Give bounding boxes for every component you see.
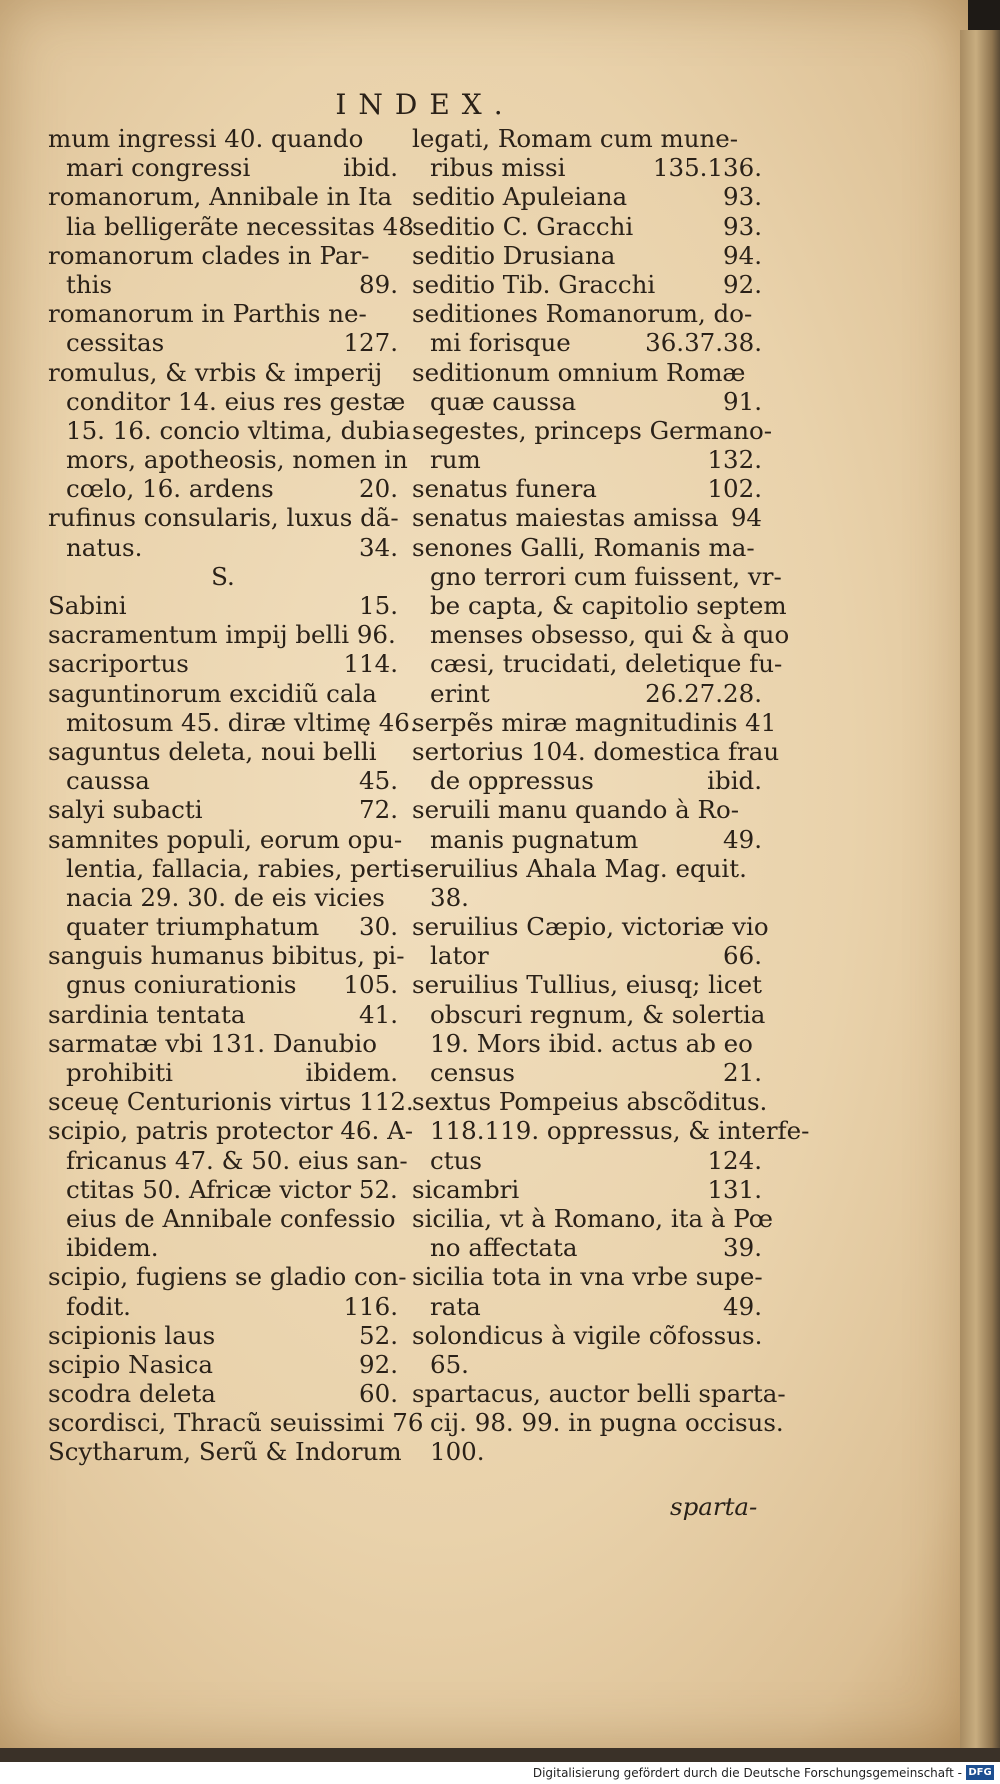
index-entry-text: samnites populi, eorum opu- (48, 824, 403, 854)
index-entry-line (412, 387, 762, 416)
index-entry-line (412, 1262, 762, 1291)
index-entry-line (48, 124, 398, 153)
index-entry-text: sertorius 104. domestica frau (412, 736, 780, 766)
index-entry-text: be capta, & capitolio septem (430, 591, 787, 620)
index-entry-line (48, 649, 398, 678)
index-entry-line (412, 1203, 774, 1233)
index-entry-line (48, 153, 398, 182)
index-entry-line (412, 1116, 810, 1146)
index-entry-text: serpẽs miræ magnitudinis 41 (412, 707, 777, 737)
index-entry-text: romanorum, Annibale in Ita (48, 182, 393, 212)
index-page-ref: 66. (723, 941, 762, 971)
index-entry-line (48, 591, 398, 620)
index-entry-line (48, 766, 398, 795)
index-entry-line (48, 474, 398, 503)
index-entry-line (412, 970, 762, 999)
index-entry-line (412, 299, 762, 328)
index-entry-line (412, 212, 762, 241)
index-page-ref: 36.37.38. (645, 328, 762, 358)
index-entry-line (412, 1029, 762, 1058)
index-page-ref: 92. (723, 269, 762, 299)
index-page-ref: 93. (723, 182, 762, 212)
index-entry-line (48, 299, 398, 328)
index-entry-text: obscuri regnum, & solertia (430, 999, 766, 1029)
index-entry-line (48, 1321, 398, 1350)
index-page-ref: 26.27.28. (645, 678, 762, 708)
index-entry-line (412, 1321, 762, 1350)
index-entry-line (412, 591, 787, 620)
index-entry-text: sextus Pompeius abscõditus. (412, 1087, 768, 1117)
index-entry-line (412, 1292, 762, 1321)
index-entry-line (48, 358, 398, 387)
index-entry-text: gno terrori cum fuissent, vr- (430, 561, 782, 591)
index-entry-text: 19. Mors ibid. actus ab eo (430, 1028, 753, 1058)
index-entry-text: seruili manu quando à Ro- (412, 795, 739, 825)
index-entry-text: saguntus deleta, noui belli (48, 736, 377, 766)
index-entry-line (48, 182, 398, 211)
index-page-ref: 92. (359, 1349, 398, 1379)
index-entry-text: sicilia, vt à Romano, ita à Pœ (412, 1203, 774, 1233)
index-entry-text: sicilia tota in vna vrbe supe- (412, 1262, 763, 1292)
index-entry-line (412, 474, 762, 503)
index-entry-line (412, 1233, 762, 1262)
index-entry-text: manis pugnatum (430, 824, 639, 854)
index-entry-text: de oppressus (430, 766, 594, 796)
index-entry-text: mors, apotheosis, nomen in (66, 445, 408, 475)
index-entry-line (48, 1233, 398, 1262)
index-entry-line (48, 1408, 424, 1438)
index-entry-line (48, 415, 411, 445)
index-entry-text: mari congressi (66, 153, 251, 183)
index-entry-line (48, 328, 398, 357)
index-entry-text: this (66, 269, 113, 299)
index-entry-line (48, 970, 398, 999)
index-entry-text: 118.119. oppressus, & interfe- (430, 1116, 810, 1146)
index-entry-text: no affectata (430, 1233, 578, 1263)
index-entry-line (48, 503, 398, 532)
index-page-ref: 45. (359, 766, 398, 796)
index-entry-text: solondicus à vigile cõfossus. (412, 1320, 763, 1350)
index-entry-text: fricanus 47. & 50. eius san- (66, 1145, 408, 1175)
footer-bar (0, 1762, 1000, 1784)
index-entry-text: quæ caussa (430, 386, 577, 416)
index-page-ref: 72. (359, 795, 398, 825)
index-entry-line (48, 941, 405, 971)
index-entry-line (412, 1379, 786, 1409)
index-entry-text: 65. (430, 1349, 469, 1379)
index-entry-line (48, 445, 408, 475)
index-page-ref: 60. (359, 1379, 398, 1409)
index-entry-text: romanorum clades in Par- (48, 240, 370, 270)
index-entry-line (412, 1408, 784, 1438)
index-entry-line (412, 1437, 762, 1466)
index-entry-line (48, 1379, 398, 1408)
index-entry-line (48, 1145, 408, 1175)
index-entry-text: erint (430, 678, 490, 708)
index-entry-text: salyi subacti (48, 795, 203, 825)
index-entry-text: senones Galli, Romanis ma- (412, 532, 755, 562)
index-entry-text: seruilius Cæpio, victoriæ vio (412, 912, 769, 942)
index-page-ref: 93. (723, 211, 762, 241)
index-entry-text: cessitas (66, 328, 165, 358)
index-entry-line (412, 241, 762, 270)
index-page-ref: 105. (343, 970, 398, 1000)
index-entry-text: rata (430, 1291, 481, 1321)
index-entry-text: scipionis laus (48, 1320, 216, 1350)
index-entry-line (412, 270, 762, 299)
index-entry-text: sceuę Centurionis virtus 112. (48, 1087, 414, 1117)
index-entry-text: legati, Romam cum mune- (412, 124, 739, 153)
footer-credit: Digitalisierung gefördert durch die Deutsche Forschungsgemeinschaft - (532, 1766, 962, 1780)
index-entry-line (412, 999, 766, 1029)
index-entry-text: seditionum omnium Romæ (412, 357, 746, 387)
index-entry-line (48, 211, 414, 241)
index-entry-text: seditio Drusiana (412, 240, 616, 270)
index-entry-line (412, 182, 762, 211)
index-entry-line (412, 766, 762, 795)
index-entry-line (48, 241, 398, 270)
index-entry-text: seditio Apuleiana (412, 182, 628, 212)
index-entry-text: rum (430, 445, 481, 475)
index-page-ref: 15. (359, 591, 398, 620)
index-entry-line (412, 415, 773, 445)
index-entry-text: Sabini (48, 591, 127, 620)
index-entry-text: lia belligerãte necessitas 48 (66, 211, 414, 241)
index-page-ref: 52. (359, 1320, 398, 1350)
index-entry-text: gnus coniurationis (66, 970, 297, 1000)
index-entry-text: senatus funera (412, 474, 597, 504)
index-entry-text: sicambri (412, 1174, 520, 1204)
index-entry-text: saguntinorum excidiũ cala (48, 678, 377, 708)
index-entry-text: ctus (430, 1145, 482, 1175)
index-page-ref: ibid. (343, 153, 398, 183)
index-entry-line (412, 854, 762, 883)
index-entry-text: fodit. (66, 1291, 131, 1321)
index-page-ref: 135.136. (652, 153, 762, 183)
index-entry-line (48, 912, 398, 941)
index-page-ref: ibidem. (305, 1058, 398, 1087)
index-entry-text: scodra deleta (48, 1379, 216, 1409)
book-binding-edge (960, 30, 1000, 1750)
index-entry-text: sacriportus (48, 649, 189, 679)
index-entry-line (48, 679, 398, 708)
index-entry-line (412, 649, 783, 679)
index-entry-line (48, 386, 406, 416)
index-page-ref: ibid. (707, 766, 762, 796)
index-entry-line (412, 1146, 762, 1175)
index-entry-line (48, 1175, 398, 1204)
index-entry-line (48, 270, 398, 299)
index-entry-line (412, 736, 780, 766)
index-column-left (48, 124, 424, 1467)
index-entry-line (48, 1437, 402, 1467)
index-entry-text: romulus, & vrbis & imperij (48, 357, 383, 387)
index-page-ref: 49. (723, 824, 762, 854)
index-page-ref: 41. (359, 999, 398, 1029)
index-entry-line (48, 533, 398, 562)
index-page-ref: 39. (723, 1233, 762, 1263)
index-entry-text: ribus missi (430, 153, 566, 183)
index-entry-line (412, 1087, 768, 1117)
index-entry-text: senatus maiestas amissa (412, 503, 719, 533)
index-column-right (412, 124, 810, 1467)
index-entry-text: romanorum in Parthis ne- (48, 299, 367, 329)
index-entry-text: seditio Tib. Gracchi (412, 269, 656, 299)
index-entry-text: census (430, 1058, 515, 1087)
index-entry-line (412, 328, 762, 357)
index-page-ref: 102. (707, 474, 762, 504)
index-entry-line (412, 445, 762, 474)
index-entry-text: quater triumphatum (66, 912, 320, 942)
index-entry-line (48, 824, 403, 854)
index-entry-text: mum ingressi 40. quando (48, 124, 364, 153)
index-page-ref: 94 (730, 503, 762, 533)
index-entry-line (412, 561, 782, 591)
index-page-ref: 91. (723, 386, 762, 416)
index-page-ref: 20. (359, 474, 398, 504)
index-entry-text: eius de Annibale confessio (66, 1203, 396, 1233)
index-entry-text: ibidem. (66, 1233, 159, 1263)
index-entry-line (412, 1175, 762, 1204)
index-entry-text: natus. (66, 532, 143, 562)
index-entry-text: cœlo, 16. ardens (66, 474, 274, 504)
index-entry-line (48, 1292, 398, 1321)
index-entry-line (412, 883, 762, 912)
index-entry-line (48, 1262, 407, 1292)
index-page-ref: 21. (723, 1058, 762, 1087)
index-entry-text: segestes, princeps Germano- (412, 415, 773, 445)
index-page-ref: 34. (359, 532, 398, 562)
index-entry-line (412, 941, 762, 970)
index-entry-line (412, 707, 777, 737)
index-entry-text: sardinia tentata (48, 999, 246, 1029)
index-entry-text: seruilius Ahala Mag. equit. (412, 853, 747, 883)
index-entry-text: 38. (430, 882, 469, 912)
index-page-ref: 94. (723, 240, 762, 270)
index-entry-text: seruilius Tullius, eiusq; licet (412, 970, 762, 1000)
index-page-ref: 114. (343, 649, 398, 679)
index-entry-line (48, 707, 418, 737)
index-entry-line (412, 912, 769, 942)
index-entry-line (48, 737, 398, 766)
index-page-ref: 89. (359, 269, 398, 299)
index-entry-text: seditiones Romanorum, do- (412, 299, 753, 329)
index-entry-text: cæsi, trucidati, deletique fu- (430, 649, 783, 679)
index-entry-text: sacramentum impij belli 96. (48, 620, 396, 650)
index-entry-line (48, 1116, 414, 1146)
index-entry-line (48, 1000, 398, 1029)
index-entry-line (412, 825, 762, 854)
index-entry-text: rufinus consularis, luxus dã- (48, 503, 399, 533)
index-entry-line (48, 883, 398, 912)
index-entry-line (412, 679, 762, 708)
index-entry-line (48, 1058, 398, 1087)
index-page-ref: 116. (343, 1291, 398, 1321)
catchword: sparta- (670, 1492, 758, 1521)
index-entry-text: lentia, fallacia, rabies, perti- (66, 853, 419, 883)
index-page-ref: 124. (707, 1145, 762, 1175)
index-entry-text: seditio C. Gracchi (412, 211, 634, 241)
index-entry-text: scordisci, Thracũ seuissimi 76 (48, 1408, 424, 1438)
index-entry-line (412, 795, 762, 824)
index-entry-text: menses obsesso, qui & à quo (430, 620, 790, 650)
index-entry-text: scipio, patris protector 46. A- (48, 1116, 414, 1146)
index-entry-line (412, 1058, 762, 1087)
index-page-ref: 132. (707, 445, 762, 475)
index-entry-text: sarmatæ vbi 131. Danubio (48, 1028, 377, 1058)
index-entry-line (48, 620, 398, 649)
index-entry-line (48, 1204, 398, 1233)
index-entry-line (412, 533, 762, 562)
index-entry-line (48, 1350, 398, 1379)
index-entry-text: S. (211, 561, 235, 591)
index-entry-text: Scytharum, Serũ & Indorum (48, 1437, 402, 1467)
index-entry-text: scipio Nasica (48, 1349, 213, 1379)
index-entry-line (412, 503, 762, 532)
index-entry-text: spartacus, auctor belli sparta- (412, 1379, 786, 1409)
index-entry-line (412, 124, 762, 153)
index-entry-text: sanguis humanus bibitus, pi- (48, 941, 405, 971)
index-entry-text: lator (430, 941, 489, 971)
index-entry-text: nacia 29. 30. de eis vicies (66, 882, 385, 912)
index-page-ref: 30. (359, 912, 398, 942)
index-entry-line (48, 1029, 398, 1058)
index-entry-text: conditor 14. eius res gestæ (66, 386, 406, 416)
index-entry-line (412, 620, 790, 650)
index-entry-line (48, 1087, 414, 1117)
page-header: INDEX. (335, 88, 515, 121)
index-entry-line (48, 562, 398, 591)
index-entry-text: scipio, fugiens se gladio con- (48, 1262, 407, 1292)
index-entry-line (412, 153, 762, 182)
scan-bottom-edge (0, 1748, 1000, 1762)
index-entry-text: mi forisque (430, 328, 571, 358)
index-entry-text: ctitas 50. Africæ victor 52. (66, 1174, 398, 1204)
index-entry-text: 15. 16. concio vltima, dubia (66, 415, 411, 445)
index-entry-text: mitosum 45. diræ vltimę 46. (66, 707, 418, 737)
index-entry-text: cij. 98. 99. in pugna occisus. (430, 1408, 784, 1438)
index-entry-text: 100. (430, 1437, 485, 1467)
index-entry-text: caussa (66, 766, 150, 796)
index-entry-line (412, 358, 762, 387)
index-entry-line (48, 795, 398, 824)
index-page-ref: 131. (707, 1174, 762, 1204)
index-entry-line (412, 1350, 762, 1379)
index-page-ref: 127. (343, 328, 398, 358)
index-page-ref: 49. (723, 1291, 762, 1321)
index-entry-text: prohibiti (66, 1058, 173, 1087)
dfg-logo: DFG (966, 1765, 994, 1780)
index-entry-line (48, 853, 419, 883)
